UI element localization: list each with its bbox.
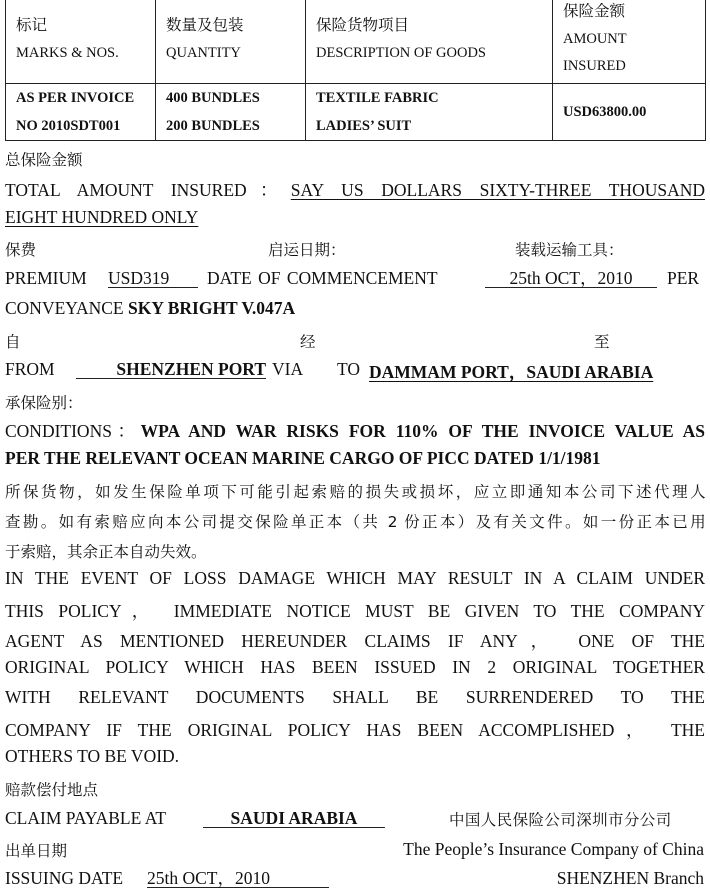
notice-en-line-6: COMPANY IF THE ORIGINAL POLICY HAS BEEN ACCOMPLISHED， THE — [5, 720, 705, 740]
claim-value: SAUDI ARABIA — [203, 808, 385, 829]
total-label-cn: 总保险金额 — [5, 151, 83, 169]
issue-date-value: 25th OCT，2010 — [147, 868, 329, 889]
conditions-line-2: PER THE RELEVANT OCEAN MARINE CARGO OF PICC DATED 1/1/1981 — [5, 448, 601, 468]
notice-cn-line-3: 于索赔，其余正本自动失效。 — [5, 543, 207, 561]
conveyance-label-cn: 装载运输工具： — [515, 241, 624, 259]
to-label-cn: 至 — [594, 333, 610, 351]
notice-en-line-4: ORIGINAL POLICY WHICH HAS BEEN ISSUED IN 2 ORIGINAL TOGETHER — [5, 657, 705, 677]
notice-en-line-1: IN THE EVENT OF LOSS DAMAGE WHICH MAY RESULT IN A CLAIM UNDER — [5, 568, 705, 588]
total-line-2 — [5, 207, 705, 228]
company-en: The People’s Insurance Company of China — [403, 839, 704, 859]
notice-en-line-2: THIS POLICY， IMMEDIATE NOTICE MUST BE GIVEN TO THE COMPANY — [5, 601, 705, 621]
premium-label-cn: 保费 — [5, 241, 37, 259]
notice-cn-line-1: 所保货物，如发生保险单项下可能引起索赔的损失或损坏，应立即通知本公司下述代理人 — [5, 483, 705, 501]
header-amount: 保险金额 AMOUNT INSURED — [553, 0, 706, 84]
premium-value: USD319 — [108, 268, 198, 289]
to-label-en: TO — [337, 359, 361, 379]
date-label-en: DATE OF COMMENCEMENT — [207, 268, 438, 288]
conveyance-value: SKY BRIGHT V.047A — [128, 298, 296, 318]
conveyance-line: CONVEYANCE SKY BRIGHT V.047A — [5, 298, 296, 318]
cell-description: TEXTILE FABRIC LADIES’ SUIT — [306, 84, 553, 141]
date-value: 25th OCT，2010 — [485, 268, 657, 289]
cell-quantity: 400 BUNDLES 200 BUNDLES — [156, 84, 306, 141]
from-label-cn: 自 — [5, 333, 21, 351]
notice-cn-line-2: 查勘。如有索赔应向本公司提交保险单正本（共 2 份正本）及有关文件。如一份正本已用 — [5, 513, 705, 531]
conditions-label-cn: 承保险别： — [5, 394, 83, 412]
company-cn: 中国人民保险公司深圳市分公司 — [449, 811, 672, 829]
goods-table — [5, 0, 706, 141]
notice-en-line-3: AGENT AS MENTIONED HEREUNDER CLAIMS IF ANY， ONE OF THE — [5, 631, 705, 651]
notice-en-line-7: OTHERS TO BE VOID. — [5, 746, 180, 766]
total-value-1: SAY US DOLLARS SIXTY-THREE THOUSAND — [290, 180, 705, 200]
from-value: SHENZHEN PORT — [76, 359, 266, 380]
to-value: DAMMAM PORT，SAUDI ARABIA — [369, 362, 654, 382]
cell-marks: AS PER INVOICE NO 2010SDT001 — [6, 84, 156, 141]
via-label-cn: 经 — [300, 333, 316, 351]
branch-name: SHENZHEN Branch — [556, 868, 704, 888]
total-value-2: EIGHT HUNDRED ONLY — [5, 207, 199, 227]
premium-label-en: PREMIUM — [5, 268, 87, 288]
header-marks: 标记 MARKS & NOS. — [6, 0, 156, 84]
goods-table-header — [6, 0, 706, 84]
issue-label-en: ISSUING DATE — [5, 868, 124, 888]
issue-label-cn: 出单日期 — [5, 842, 68, 860]
notice-en-line-5: WITH RELEVANT DOCUMENTS SHALL BE SURRENDERED TO THE — [5, 687, 705, 707]
cell-amount: USD63800.00 — [553, 84, 706, 141]
header-quantity: 数量及包装 QUANTITY — [156, 0, 306, 84]
claim-label-cn: 赔款偿付地点 — [5, 781, 99, 799]
total-line-1: TOTAL AMOUNT INSURED：SAY US DOLLARS SIXTY-THREE THOUSAND — [5, 180, 705, 200]
per-label: PER — [667, 268, 700, 288]
from-label-en: FROM — [5, 359, 55, 379]
date-label-cn: 启运日期： — [268, 241, 346, 259]
header-description: 保险货物项目 DESCRIPTION OF GOODS — [306, 0, 553, 84]
via-label-en: VIA — [272, 359, 304, 379]
goods-table-row — [6, 84, 706, 141]
conditions-line-1: CONDITIONS：WPA AND WAR RISKS FOR 110% OF THE INVOICE VALUE AS — [5, 421, 705, 441]
claim-label-en: CLAIM PAYABLE AT — [5, 808, 167, 828]
